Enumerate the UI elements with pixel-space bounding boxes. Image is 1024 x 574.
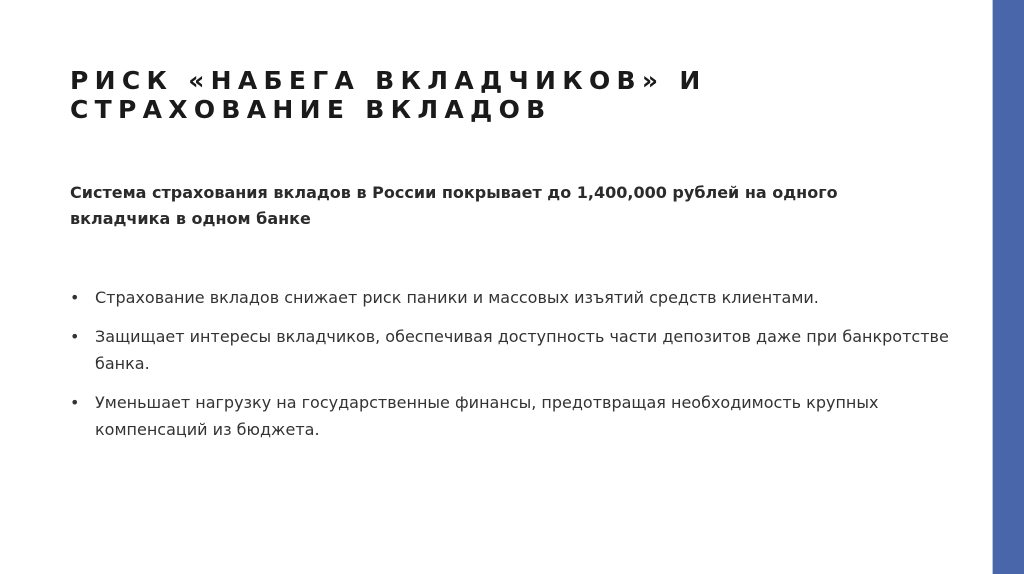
bullet-dot-icon: • — [70, 393, 80, 412]
bullet-dot-icon: • — [70, 327, 80, 346]
slide-title-line-1: РИСК «НАБЕГА ВКЛАДЧИКОВ» И — [70, 66, 707, 95]
bullet-item-text: Страхование вкладов снижает риск паники и массовых изъятий средств клиентами. — [95, 288, 819, 307]
accent-side-bar — [993, 0, 1024, 574]
slide-subtitle: Система страхования вкладов в России покрывает до 1,400,000 рублей на одного вкладчика в одном банке — [70, 183, 838, 228]
bullet-item-2 — [70, 323, 950, 377]
bullet-list — [70, 284, 950, 455]
bullet-item-text: Уменьшает нагрузку на государственные финансы, предотвращая необходимость крупных компенсаций из бюджета. — [95, 393, 879, 439]
bullet-dot-icon: • — [70, 288, 80, 307]
slide-title — [70, 66, 950, 124]
bullet-item-3 — [70, 389, 950, 443]
bullet-item-1 — [70, 284, 950, 311]
bullet-item-text: Защищает интересы вкладчиков, обеспечивая доступность части депозитов даже при банкротстве банка. — [95, 327, 949, 373]
slide-title-line-2: СТРАХОВАНИЕ ВКЛАДОВ — [70, 95, 552, 124]
